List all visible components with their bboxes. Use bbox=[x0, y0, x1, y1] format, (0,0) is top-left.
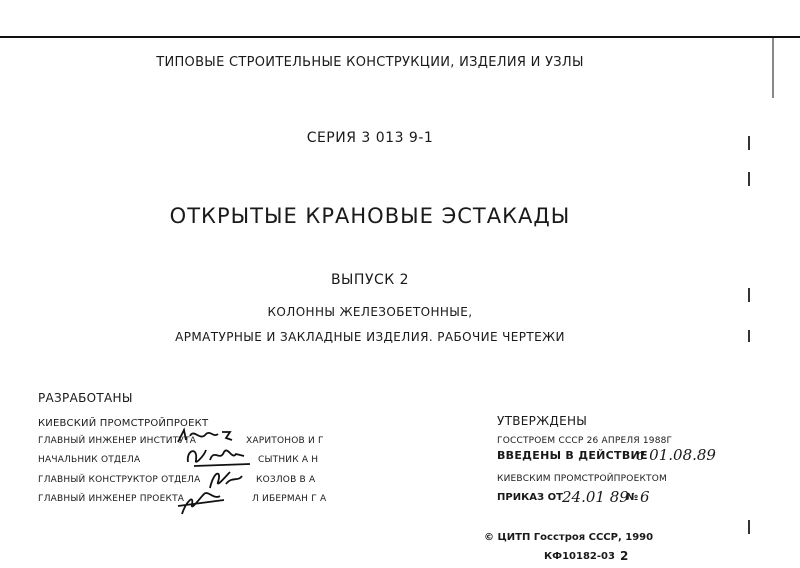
approval-line: ГОССТРОЕМ СССР 26 АПРЕЛЯ 1988Г bbox=[497, 436, 673, 446]
order-date: 24.01 89 bbox=[562, 488, 629, 506]
order-number: 6 bbox=[640, 488, 650, 506]
effective-date: с 01.08.89 bbox=[636, 446, 716, 464]
signature-liberman bbox=[174, 484, 234, 518]
order-number-label: № bbox=[626, 492, 639, 503]
signatory-name: ХАРИТОНОВ И Г bbox=[246, 436, 324, 446]
subtitle-line-2: АРМАТУРНЫЕ И ЗАКЛАДНЫЕ ИЗДЕЛИЯ. РАБОЧИЕ ЧЕРТЕЖИ bbox=[175, 330, 565, 344]
approving-organization: КИЕВСКИМ ПРОМСТРОЙПРОЕКТОМ bbox=[497, 474, 667, 484]
series-number: СЕРИЯ 3 013 9-1 bbox=[306, 130, 434, 146]
developer-organization: КИЕВСКИЙ ПРОМСТРОЙПРОЕКТ bbox=[38, 418, 209, 429]
document-code: КФ10182-03 bbox=[544, 551, 615, 562]
margin-mark bbox=[748, 136, 750, 150]
effective-label: ВВЕДЕНЫ В ДЕЙСТВИЕ bbox=[497, 449, 648, 462]
developed-heading: РАЗРАБОТАНЫ bbox=[38, 391, 133, 405]
signatory-position: ГЛАВНЫЙ ИНЖЕНЕР ПРОЕКТА bbox=[38, 494, 185, 504]
issue-number: ВЫПУСК 2 bbox=[330, 272, 410, 288]
signatory-position: ГЛАВНЫЙ КОНСТРУКТОР ОТДЕЛА bbox=[38, 475, 201, 485]
signatory-name: СЫТНИК А Н bbox=[258, 455, 319, 465]
page-number: 2 bbox=[620, 549, 629, 563]
main-title: ОТКРЫТЫЕ КРАНОВЫЕ ЭСТАКАДЫ bbox=[169, 204, 571, 228]
signatory-name: КОЗЛОВ В А bbox=[256, 475, 316, 485]
margin-mark bbox=[748, 520, 750, 534]
margin-mark bbox=[748, 172, 750, 186]
signatory-name: Л ИБЕРМАН Г А bbox=[252, 494, 327, 504]
collection-title: ТИПОВЫЕ СТРОИТЕЛЬНЫЕ КОНСТРУКЦИИ, ИЗДЕЛИЯ И УЗЛЫ bbox=[156, 55, 584, 70]
signatory-position: ГЛАВНЫЙ ИНЖЕНЕР ИНСТИТУТА bbox=[38, 436, 197, 446]
margin-mark bbox=[748, 288, 750, 302]
copyright-notice: © ЦИТП Госстроя СССР, 1990 bbox=[484, 532, 654, 543]
approved-heading: УТВЕРЖДЕНЫ bbox=[497, 414, 588, 428]
signatory-position: НАЧАЛЬНИК ОТДЕЛА bbox=[38, 455, 141, 465]
margin-mark bbox=[748, 330, 750, 342]
order-label: ПРИКАЗ ОТ bbox=[497, 492, 563, 503]
frame-right-line bbox=[772, 38, 774, 98]
subtitle-line-1: КОЛОННЫ ЖЕЛЕЗОБЕТОННЫЕ, bbox=[267, 305, 473, 319]
frame-top-line bbox=[0, 36, 800, 38]
